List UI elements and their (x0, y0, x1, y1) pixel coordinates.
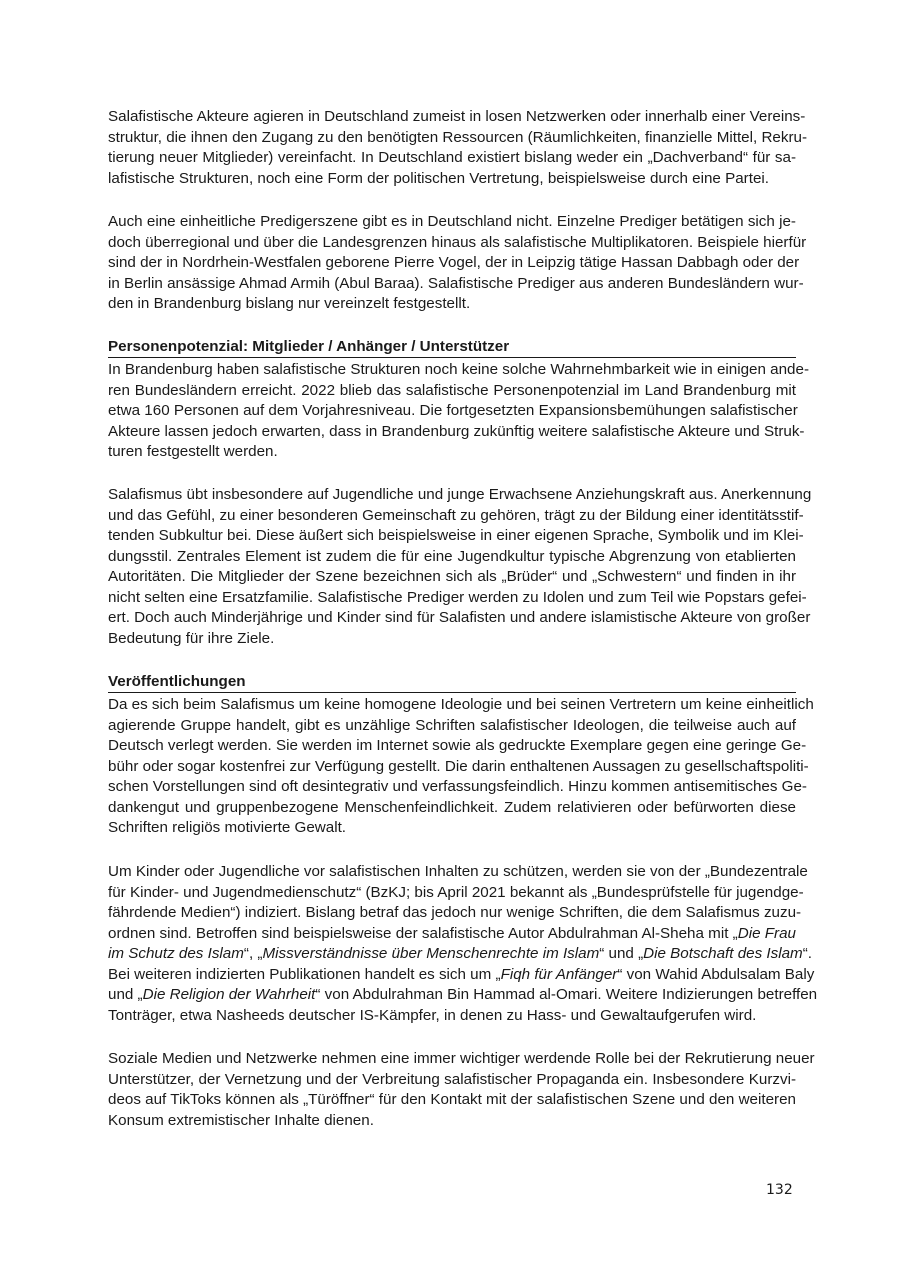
paragraph-indizierungen (108, 862, 818, 1026)
text-run: “. (802, 945, 812, 962)
section-heading-veroeffentlichungen: Veröffentlichungen (108, 672, 796, 693)
publication-title: Die Frau (737, 924, 796, 942)
paragraph-netzwerke (108, 107, 808, 189)
text-line: lafistische Strukturen, noch eine Form der politischen Vertretung, beispielsweise durch eine Partei. (108, 169, 769, 187)
text-line: Soziale Medien und Netzwerke nehmen eine immer wichtiger werdende Rolle bei der Rekrutierung neuer (108, 1050, 815, 1067)
text-line: fährdende Medien“) indiziert. Bislang betraf das jedoch nur wenige Schriften, die dem Salafismus zuzu- (108, 904, 802, 921)
text-line: Salafismus übt insbesondere auf Jugendliche und junge Erwachsene Anziehungskraft aus. Anerkennung (108, 486, 812, 503)
text-line: schen Vorstellungen sind oft desintegrativ und verfassungsfeindlich. Hinzu kommen antisemitisches Ge- (108, 778, 807, 795)
page-number: 132 (766, 1182, 793, 1198)
section-heading-personenpotenzial: Personenpotenzial: Mitglieder / Anhänger / Unterstützer (108, 337, 796, 358)
text-line: für Kinder- und Jugendmedienschutz“ (BzKJ; bis April 2021 bekannt als „Bundesprüfstelle für jugendge- (108, 883, 804, 901)
text-line: dungsstil. Zentrales Element ist zudem die für eine Jugendkultur typische Abgrenzung von etablierten (108, 547, 796, 565)
text-line: nicht selten eine Ersatzfamilie. Salafistische Prediger werden zu Idolen und zum Teil wie Popstars gefei- (108, 588, 807, 606)
paragraph-predigerszene (108, 212, 807, 315)
text-line: Deutsch verlegt werden. Sie werden im Internet sowie als gedruckte Exemplare gegen eine geringe Ge- (108, 737, 807, 754)
text-line: Akteure lassen jedoch erwarten, dass in Brandenburg zukünftig weitere salafistische Akteure und Struk- (108, 422, 805, 440)
text-line: Schriften religiös motivierte Gewalt. (108, 819, 347, 836)
paragraph-jugendliche (108, 485, 812, 649)
text-line (108, 965, 815, 986)
text-line: etwa 160 Personen auf dem Vorjahresniveau. Die fortgesetzten Expansionsbemühungen salafistischer (108, 402, 798, 419)
paragraph-soziale-medien (108, 1049, 815, 1131)
text-line (108, 944, 812, 965)
text-line: Autoritäten. Die Mitglieder der Szene bezeichnen sich als „Brüder“ und „Schwestern“ und finden in ihr (108, 568, 796, 585)
text-line: In Brandenburg haben salafistische Strukturen noch keine solche Wahrnehmbarkeit wie in einigen ande- (108, 361, 810, 378)
text-line: bühr oder sogar kostenfrei zur Verfügung gestellt. Die darin enthaltenen Aussagen zu gesellschaftspoliti- (108, 757, 809, 775)
text-line: Bedeutung für ihre Ziele. (108, 629, 275, 647)
text-line: in Berlin ansässige Ahmad Armih (Abul Baraa). Salafistische Prediger aus anderen Bundesländern wur- (108, 274, 804, 292)
text-run: “, „ (243, 945, 263, 962)
text-line (108, 924, 796, 945)
text-line: dankengut und gruppenbezogene Menschenfeindlichkeit. Zudem relativieren oder befürworten diese (108, 798, 796, 816)
paragraph-brandenburg-personenpotenzial (108, 360, 810, 463)
text-line: ren Bundesländern erreicht. 2022 blieb das salafistische Personenpotenzial im Land Brandenburg mit (108, 381, 796, 399)
text-line: Um Kinder oder Jugendliche vor salafistischen Inhalten zu schützen, werden sie von der „Bundezentrale (108, 863, 808, 880)
text-run: “ von Wahid Abdulsalam Baly (617, 965, 815, 983)
text-line: Salafistische Akteure agieren in Deutschland zumeist in losen Netzwerken oder innerhalb einer Vereins- (108, 108, 806, 125)
text-line: ert. Doch auch Minderjährige und Kinder sind für Salafisten und andere islamistische Akteure von großer (108, 609, 811, 626)
publication-title: Die Botschaft des Islam (643, 945, 803, 962)
text-line: Unterstützer, der Vernetzung und der Verbreitung salafistischer Propaganda ein. Insbesondere Kurzvi- (108, 1070, 796, 1088)
publication-title: Fiqh für Anfänger (500, 965, 618, 983)
text-line: Tonträger, etwa Nasheeds deutscher IS-Kämpfer, in denen zu Hass- und Gewaltaufgerufen wird. (108, 1006, 757, 1024)
text-line: und das Gefühl, zu einer besonderen Gemeinschaft zu gehören, trägt zu der Bildung einer identitätsstif- (108, 506, 804, 524)
text-line: struktur, die ihnen den Zugang zu den benötigten Ressourcen (Räumlichkeiten, finanzielle Mittel, Rekru- (108, 128, 808, 146)
text-run: und „ (108, 986, 143, 1003)
text-run: Bei weiteren indizierten Publikationen handelt es sich um „ (108, 965, 501, 983)
text-line (108, 985, 818, 1006)
text-line: deos auf TikToks können als „Türöffner“ für den Kontakt mit der salafistischen Szene und den weiteren (108, 1091, 796, 1108)
text-run: ordnen sind. Betroffen sind beispielsweise der salafistische Autor Abdulrahman Al-Sheha mit „ (108, 924, 738, 942)
text-line: doch überregional und über die Landesgrenzen hinaus als salafistische Multiplikatoren. Beispiele hierfür (108, 233, 807, 251)
text-line: den in Brandenburg bislang nur vereinzelt festgestellt. (108, 295, 471, 312)
text-line: sind der in Nordrhein-Westfalen geborene Pierre Vogel, der in Leipzig tätige Hassan Dabbagh oder der (108, 254, 800, 271)
text-line: Auch eine einheitliche Predigerszene gibt es in Deutschland nicht. Einzelne Prediger betätigen sich je- (108, 213, 796, 230)
text-run: “ und „ (599, 945, 644, 962)
text-line: agierende Gruppe handelt, gibt es unzählige Schriften salafistischer Ideologen, die teilweise auch auf (108, 716, 796, 734)
publication-title: Die Religion der Wahrheit (142, 986, 316, 1003)
publication-title: Missverständnisse über Menschenrechte im Islam (262, 945, 600, 962)
text-line: Da es sich beim Salafismus um keine homogene Ideologie und bei seinen Vertretern um keine einheitlich (108, 696, 814, 713)
text-line: Konsum extremistischer Inhalte dienen. (108, 1111, 374, 1129)
text-line: tenden Subkultur bei. Diese äußert sich beispielsweise in einer eigenen Sprache, Symbolik und im Klei- (108, 527, 804, 544)
publication-title: im Schutz des Islam (108, 945, 244, 962)
text-run: “ von Abdulrahman Bin Hammad al-Omari. Weitere Indizierungen betreffen (315, 986, 818, 1003)
text-line: tierung neuer Mitglieder) vereinfacht. In Deutschland existiert bislang weder ein „Dachverband“ für sa- (108, 149, 796, 166)
text-line: turen festgestellt werden. (108, 443, 278, 460)
paragraph-schriften (108, 695, 814, 839)
